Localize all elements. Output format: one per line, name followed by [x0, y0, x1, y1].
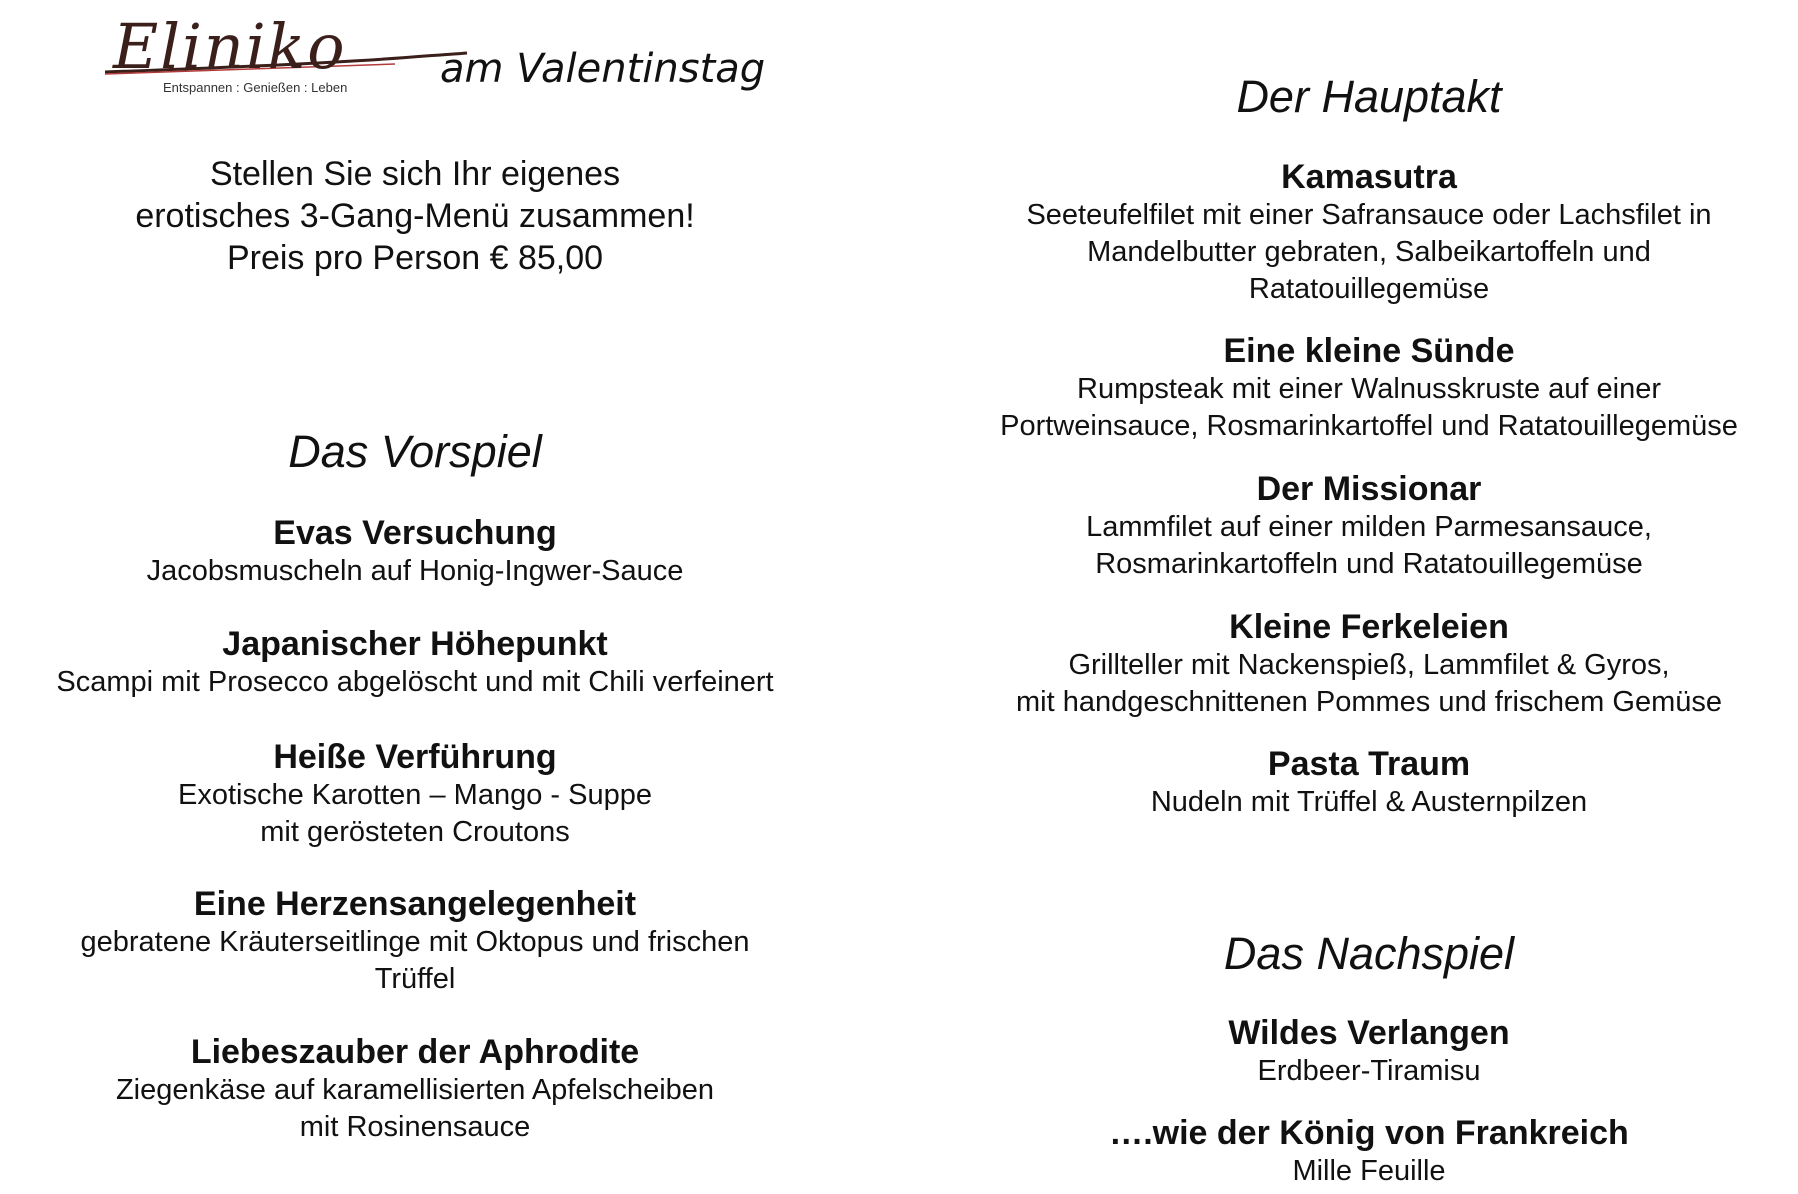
dish-description-line: Nudeln mit Trüffel & Austernpilzen: [1150, 786, 1588, 818]
dish-name: ….wie der König von Frankreich: [1109, 1114, 1629, 1152]
menu-item: [940, 331, 1798, 445]
dish-description-line: Rumpsteak mit einer Walnusskruste auf einer: [1077, 373, 1661, 405]
menu-item: [940, 1013, 1798, 1090]
dish-description-line: Grillteller mit Nackenspieß, Lammfilet & Gyros,: [1068, 649, 1670, 681]
menu-item: [0, 624, 830, 701]
dish-description: [940, 197, 1798, 308]
dish-description: [0, 553, 830, 590]
dish-name: Heiße Verführung: [273, 738, 557, 776]
dish-description-line: mit handgeschnittenen Pommes und frischem Gemüse: [1015, 686, 1722, 718]
dish-description: [940, 371, 1798, 445]
menu-item: [940, 157, 1798, 308]
dish-name: Eine Herzensangelegenheit: [193, 885, 637, 923]
dish-description: [940, 647, 1798, 721]
dish-description-line: Portweinsauce, Rosmarinkartoffel und Ratatouillegemüse: [1000, 410, 1738, 442]
intro-price-line: Preis pro Person € 85,00: [226, 239, 604, 277]
dish-name: Wildes Verlangen: [1228, 1014, 1510, 1052]
dish-name: Eine kleine Sünde: [1223, 332, 1515, 370]
logo-tagline: Entspannen : Genießen : Leben: [163, 80, 348, 95]
dish-description: [940, 1153, 1798, 1190]
dish-description: [0, 777, 830, 851]
dish-description: [0, 664, 830, 701]
section-title-vorspiel: Das Vorspiel: [288, 426, 542, 477]
dish-description-line: Ziegenkäse auf karamellisierten Apfelscheiben: [115, 1074, 715, 1106]
dish-description-line: Seeteufelfilet mit einer Safransauce oder Lachsfilet in: [1026, 199, 1712, 231]
dish-description-line: Lammfilet auf einer milden Parmesansauce,: [1086, 511, 1652, 543]
dish-description-line: Mandelbutter gebraten, Salbeikartoffeln und: [1087, 236, 1651, 268]
dish-description-line: Jacobsmuscheln auf Honig-Ingwer-Sauce: [146, 555, 684, 587]
section-title-nachspiel: Das Nachspiel: [1223, 928, 1515, 979]
dish-name: Kamasutra: [1281, 158, 1457, 196]
menu-item: [940, 744, 1798, 821]
dish-description-line: gebratene Kräuterseitlinge mit Oktopus und frischen: [80, 926, 750, 958]
dish-description-line: Trüffel: [374, 963, 456, 995]
logo-wordmark: Eliniko: [113, 10, 347, 83]
dish-description-line: mit gerösteten Croutons: [260, 816, 570, 848]
dish-name: Liebeszauber der Aphrodite: [190, 1033, 640, 1071]
intro-line: Stellen Sie sich Ihr eigenes: [209, 155, 621, 193]
intro-text: [0, 153, 830, 279]
dish-description-line: Erdbeer-Tiramisu: [1257, 1055, 1481, 1087]
dish-description-line: Exotische Karotten – Mango - Suppe: [178, 779, 652, 811]
menu-item: [0, 884, 830, 998]
dish-name: Japanischer Höhepunkt: [222, 625, 608, 663]
dish-description: [940, 1053, 1798, 1090]
dish-description-line: Scampi mit Prosecco abgelöscht und mit Chili verfeinert: [56, 666, 774, 698]
menu-item: [940, 1113, 1798, 1190]
dish-name: Evas Versuchung: [273, 514, 557, 552]
dish-description-line: mit Rosinensauce: [299, 1111, 531, 1143]
dish-name: Pasta Traum: [1267, 745, 1471, 783]
menu-item: [0, 1032, 830, 1146]
header-title: am Valentinstag: [440, 46, 766, 92]
dish-description-line: Mille Feuille: [1292, 1155, 1446, 1187]
menu-item: [940, 469, 1798, 583]
menu-item: [0, 513, 830, 590]
dish-name: Kleine Ferkeleien: [1229, 608, 1509, 646]
dish-name: Der Missionar: [1256, 470, 1482, 508]
menu-item: [0, 737, 830, 851]
intro-line: erotisches 3-Gang-Menü zusammen!: [135, 197, 695, 235]
dish-description-line: Ratatouillegemüse: [1248, 273, 1490, 305]
restaurant-logo: [95, 10, 775, 100]
menu-item: [940, 607, 1798, 721]
dish-description: [0, 1072, 830, 1146]
dish-description: [940, 509, 1798, 583]
dish-description: [0, 924, 830, 998]
section-title-hauptakt: Der Hauptakt: [1236, 71, 1502, 122]
dish-description: [940, 784, 1798, 821]
dish-description-line: Rosmarinkartoffeln und Ratatouillegemüse: [1095, 548, 1643, 580]
